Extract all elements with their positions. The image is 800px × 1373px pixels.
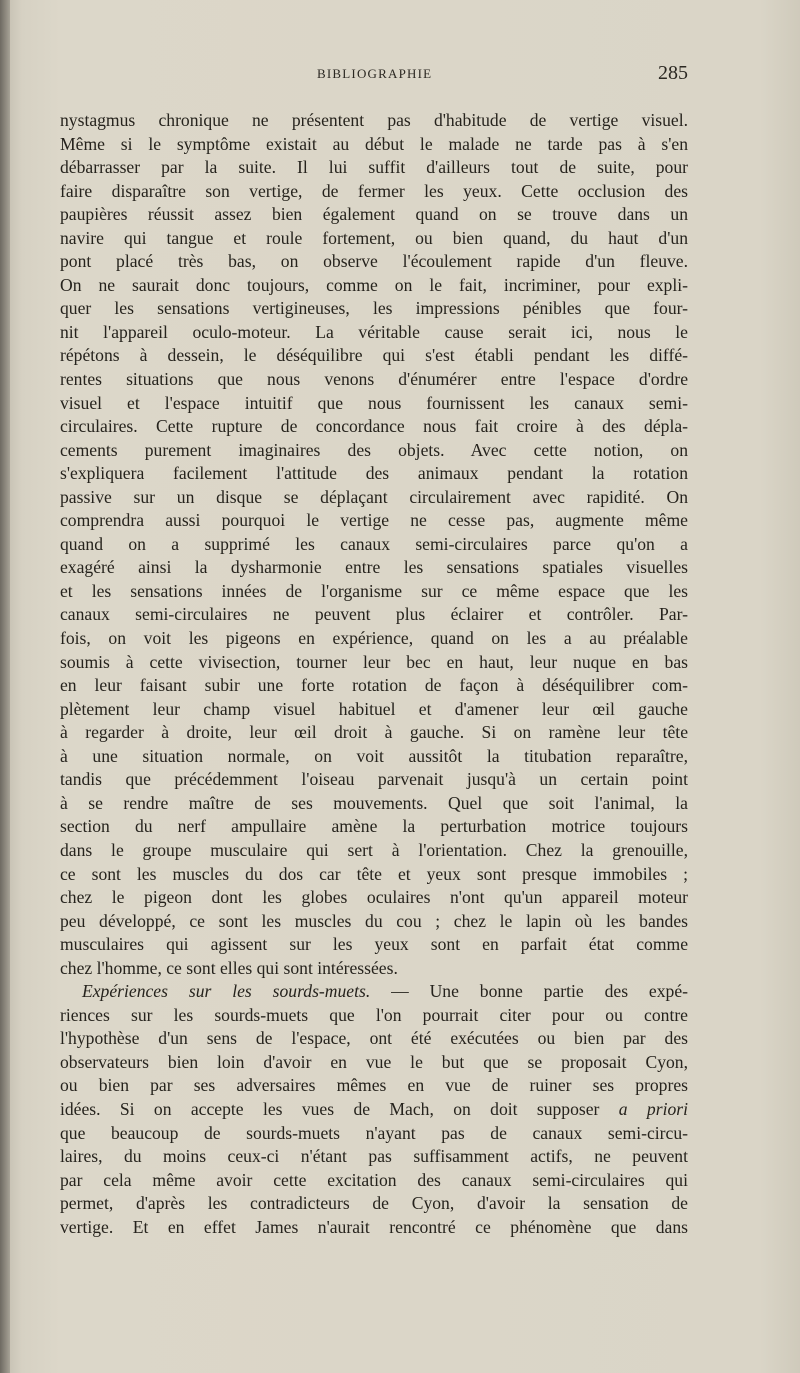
- page-header: [60, 62, 688, 86]
- text-line: dans le groupe musculaire qui sert à l'orientation. Chez la grenouille,: [60, 839, 688, 860]
- running-title: BIBLIOGRAPHIE: [317, 66, 433, 81]
- text-line: canaux semi-circulaires ne peuvent plus éclairer et contrôler. Par-: [60, 604, 688, 625]
- text-line: paupières réussit assez bien également quand on se trouve dans un: [60, 204, 688, 225]
- text-line-a-priori: [60, 1098, 688, 1122]
- text-line: comprendra aussi pourquoi le vertige ne cesse pas, augmente même: [60, 510, 688, 531]
- paragraph-last-line: chez l'homme, ce sont elles qui sont intéressées.: [60, 957, 398, 978]
- text-line: observateurs bien loin d'avoir en vue le but que se proposait Cyon,: [60, 1051, 688, 1072]
- text-line: en leur faisant subir une forte rotation de façon à déséquilibrer com-: [60, 675, 688, 696]
- text-line: répétons à dessein, le déséquilibre qui s'est établi pendant les diffé-: [60, 345, 688, 366]
- section-first-line: [60, 980, 688, 1004]
- text-line: fois, on voit les pigeons en expérience, quand on les a au préalable: [60, 628, 688, 649]
- text-line: plètement leur champ visuel habituel et d'amener leur œil gauche: [60, 698, 688, 719]
- text-line: musculaires qui agissent sur les yeux sont en parfait état comme: [60, 934, 688, 955]
- page-binding-edge: [0, 0, 10, 1373]
- text-segment: idées. Si on accepte les vues de Mach, on doit supposer: [60, 1098, 600, 1119]
- text-line: rentes situations que nous venons d'énumérer entre l'espace d'ordre: [60, 369, 688, 390]
- text-line: nit l'appareil oculo-moteur. La véritable cause serait ici, nous le: [60, 321, 688, 342]
- text-line: exagéré ainsi la dysharmonie entre les sensations spatiales visuelles: [60, 557, 688, 578]
- section-heading: Expériences sur les sourds-muets.: [82, 981, 371, 1002]
- text-line: à une situation normale, on voit aussitôt la titubation reparaître,: [60, 745, 688, 766]
- text-line: pont placé très bas, on observe l'écoulement rapide d'un fleuve.: [60, 251, 688, 272]
- text-line: vertige. Et en effet James n'aurait rencontré ce phénomène que dans: [60, 1216, 688, 1237]
- text-line: passive sur un disque se déplaçant circulairement avec rapidité. On: [60, 486, 688, 507]
- text-line: soumis à cette vivisection, tourner leur bec en haut, leur nuque en bas: [60, 651, 688, 672]
- text-line: faire disparaître son vertige, de fermer les yeux. Cette occlusion des: [60, 180, 688, 201]
- text-line: visuel et l'espace intuitif que nous fournissent les canaux semi-: [60, 392, 688, 413]
- text-line: l'hypothèse d'un sens de l'espace, ont été exécutées ou bien par des: [60, 1028, 688, 1049]
- text-line: à regarder à droite, leur œil droit à gauche. Si on ramène leur tête: [60, 722, 688, 743]
- text-line: section du nerf ampullaire amène la perturbation motrice toujours: [60, 816, 688, 837]
- text-line: ce sont les muscles du dos car tête et yeux sont presque immobiles ;: [60, 863, 688, 884]
- text-line: par cela même avoir cette excitation des canaux semi-circulaires qui: [60, 1169, 688, 1190]
- text-line: et les sensations innées de l'organisme sur ce même espace que les: [60, 580, 688, 601]
- text-line: quer les sensations vertigineuses, les impressions pénibles que four-: [60, 298, 688, 319]
- text-line: s'expliquera facilement l'attitude des animaux pendant la rotation: [60, 463, 688, 484]
- text-line: permet, d'après les contradicteurs de Cyon, d'avoir la sensation de: [60, 1193, 688, 1214]
- text-line: nystagmus chronique ne présentent pas d'habitude de vertige visuel.: [60, 110, 688, 130]
- text-line: cements purement imaginaires des objets. Avec cette notion, on: [60, 439, 688, 460]
- text-line: riences sur les sourds-muets que l'on pourrait citer pour ou contre: [60, 1004, 688, 1025]
- text-line: à se rendre maître de ses mouvements. Quel que soit l'animal, la: [60, 792, 688, 813]
- text-line: circulaires. Cette rupture de concordance nous fait croire à des dépla-: [60, 416, 688, 437]
- text-line: On ne saurait donc toujours, comme on le fait, incriminer, pour expli-: [60, 274, 688, 295]
- text-line: navire qui tangue et roule fortement, ou bien quand, du haut d'un: [60, 227, 688, 248]
- section-first-line-text: — Une bonne partie des expé-: [370, 981, 688, 1002]
- a-priori-italic: a priori: [618, 1098, 688, 1119]
- text-line: laires, du moins ceux-ci n'étant pas suffisamment actifs, ne peuvent: [60, 1146, 688, 1167]
- body-text: [60, 109, 688, 1239]
- page-number: 285: [658, 62, 688, 84]
- text-line: tandis que précédemment l'oiseau parvenait jusqu'à un certain point: [60, 769, 688, 790]
- text-line: Même si le symptôme existait au début le malade ne tarde pas à s'en: [60, 133, 688, 154]
- text-line: peu développé, ce sont les muscles du cou ; chez le lapin où les bandes: [60, 910, 688, 931]
- text-line: quand on a supprimé les canaux semi-circulaires parce qu'on a: [60, 533, 688, 554]
- text-line: chez le pigeon dont les globes oculaires n'ont qu'un appareil moteur: [60, 887, 688, 908]
- text-line: débarrasser par la suite. Il lui suffit d'ailleurs tout de suite, pour: [60, 157, 688, 178]
- text-line: ou bien par ses adversaires mêmes en vue de ruiner ses propres: [60, 1075, 688, 1096]
- text-line: que beaucoup de sourds-muets n'ayant pas de canaux semi-circu-: [60, 1122, 688, 1143]
